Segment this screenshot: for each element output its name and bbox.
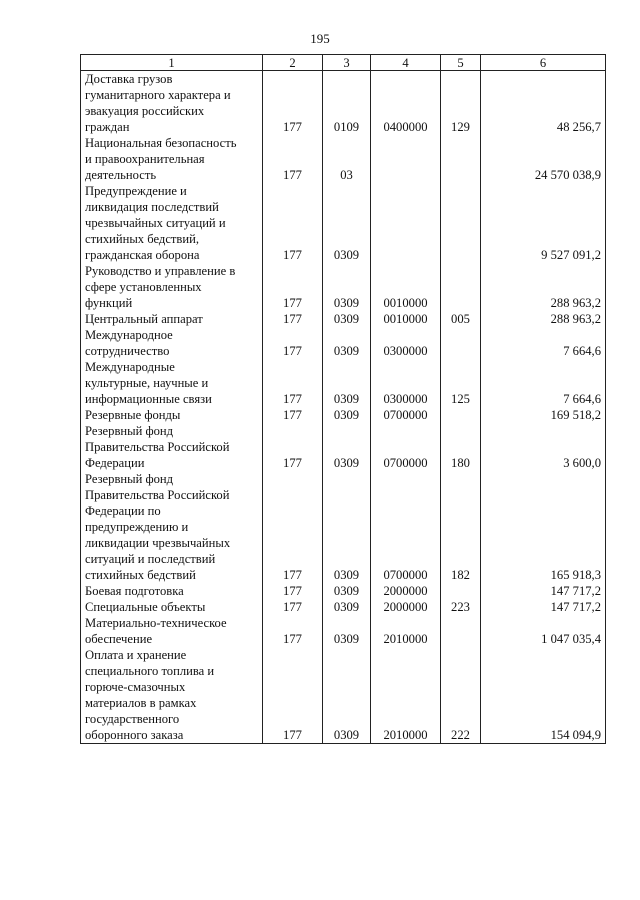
row-section-cell: 0309 — [323, 423, 371, 471]
row-expense-type-cell — [441, 407, 481, 423]
row-expense-type-cell: 129 — [441, 71, 481, 136]
table-row — [81, 311, 606, 327]
row-expense-type-cell — [441, 583, 481, 599]
row-code-cell: 177 — [263, 647, 323, 744]
table-row — [81, 135, 606, 183]
row-amount-cell: 3 600,0 — [481, 423, 606, 471]
row-code-cell: 177 — [263, 183, 323, 263]
row-section-cell: 0309 — [323, 359, 371, 407]
row-target-cell: 2010000 — [371, 615, 441, 647]
row-target-cell: 0700000 — [371, 423, 441, 471]
row-section-cell: 0309 — [323, 311, 371, 327]
row-target-cell: 0700000 — [371, 471, 441, 583]
header-col-1: 1 — [81, 55, 263, 71]
row-code-cell: 177 — [263, 359, 323, 407]
row-section-cell: 0309 — [323, 647, 371, 744]
row-section-cell: 0309 — [323, 183, 371, 263]
row-code-cell: 177 — [263, 135, 323, 183]
table-header — [81, 55, 606, 71]
row-target-cell: 0010000 — [371, 311, 441, 327]
row-amount-cell: 147 717,2 — [481, 599, 606, 615]
row-amount-cell: 24 570 038,9 — [481, 135, 606, 183]
row-expense-type-cell — [441, 183, 481, 263]
row-name-cell: Предупреждение и ликвидация последствий чрезвычайных ситуаций и стихийных бедствий, гражданская оборона — [81, 183, 263, 263]
row-section-cell: 03 — [323, 135, 371, 183]
row-expense-type-cell: 125 — [441, 359, 481, 407]
row-name-cell: Доставка грузов гуманитарного характера и эвакуация российских граждан — [81, 71, 263, 136]
row-section-cell: 0309 — [323, 583, 371, 599]
table-row — [81, 599, 606, 615]
row-name-cell: Руководство и управление в сфере установленных функций — [81, 263, 263, 311]
row-amount-cell: 9 527 091,2 — [481, 183, 606, 263]
row-section-cell: 0309 — [323, 327, 371, 359]
row-name-cell: Резервный фонд Правительства Российской Федерации по предупреждению и ликвидации чрезвычайных ситуаций и последствий стихийных бедствий — [81, 471, 263, 583]
row-name-cell: Национальная безопасность и правоохранительная деятельность — [81, 135, 263, 183]
header-col-2: 2 — [263, 55, 323, 71]
row-section-cell: 0309 — [323, 263, 371, 311]
header-col-6: 6 — [481, 55, 606, 71]
row-amount-cell: 7 664,6 — [481, 359, 606, 407]
header-col-3: 3 — [323, 55, 371, 71]
row-name-cell: Специальные объекты — [81, 599, 263, 615]
row-code-cell: 177 — [263, 423, 323, 471]
row-target-cell — [371, 183, 441, 263]
row-section-cell: 0309 — [323, 599, 371, 615]
row-target-cell — [371, 135, 441, 183]
row-code-cell: 177 — [263, 407, 323, 423]
row-code-cell: 177 — [263, 311, 323, 327]
table-row — [81, 327, 606, 359]
row-target-cell: 2000000 — [371, 599, 441, 615]
table-row — [81, 471, 606, 583]
table-row — [81, 647, 606, 744]
page-number: 195 — [310, 31, 330, 46]
row-code-cell: 177 — [263, 471, 323, 583]
row-section-cell: 0309 — [323, 407, 371, 423]
header-col-4: 4 — [371, 55, 441, 71]
row-amount-cell: 147 717,2 — [481, 583, 606, 599]
row-amount-cell: 288 963,2 — [481, 263, 606, 311]
row-name-cell: Международное сотрудничество — [81, 327, 263, 359]
row-target-cell: 0300000 — [371, 327, 441, 359]
row-expense-type-cell: 222 — [441, 647, 481, 744]
row-amount-cell: 169 518,2 — [481, 407, 606, 423]
row-amount-cell: 288 963,2 — [481, 311, 606, 327]
table-row — [81, 583, 606, 599]
table-row — [81, 263, 606, 311]
table-row — [81, 71, 606, 136]
table-row — [81, 407, 606, 423]
row-expense-type-cell — [441, 135, 481, 183]
row-target-cell: 2000000 — [371, 583, 441, 599]
row-expense-type-cell: 182 — [441, 471, 481, 583]
row-expense-type-cell — [441, 615, 481, 647]
row-code-cell: 177 — [263, 583, 323, 599]
row-name-cell: Резервный фонд Правительства Российской Федерации — [81, 423, 263, 471]
row-target-cell: 0700000 — [371, 407, 441, 423]
row-code-cell: 177 — [263, 263, 323, 311]
row-target-cell: 2010000 — [371, 647, 441, 744]
row-amount-cell: 7 664,6 — [481, 327, 606, 359]
row-code-cell: 177 — [263, 71, 323, 136]
row-expense-type-cell — [441, 327, 481, 359]
row-expense-type-cell: 180 — [441, 423, 481, 471]
row-expense-type-cell: 223 — [441, 599, 481, 615]
row-target-cell: 0300000 — [371, 359, 441, 407]
row-code-cell: 177 — [263, 327, 323, 359]
row-section-cell: 0309 — [323, 615, 371, 647]
row-name-cell: Резервные фонды — [81, 407, 263, 423]
row-name-cell: Оплата и хранение специального топлива и горюче-смазочных материалов в рамках государственного оборонного заказа — [81, 647, 263, 744]
row-code-cell: 177 — [263, 599, 323, 615]
table-row — [81, 359, 606, 407]
row-amount-cell: 1 047 035,4 — [481, 615, 606, 647]
row-expense-type-cell: 005 — [441, 311, 481, 327]
row-name-cell: Материально-техническое обеспечение — [81, 615, 263, 647]
row-section-cell: 0109 — [323, 71, 371, 136]
row-amount-cell: 48 256,7 — [481, 71, 606, 136]
row-name-cell: Центральный аппарат — [81, 311, 263, 327]
row-code-cell: 177 — [263, 615, 323, 647]
row-name-cell: Боевая подготовка — [81, 583, 263, 599]
table-row — [81, 423, 606, 471]
header-col-5: 5 — [441, 55, 481, 71]
row-amount-cell: 165 918,3 — [481, 471, 606, 583]
row-expense-type-cell — [441, 263, 481, 311]
budget-table — [80, 54, 606, 744]
table-row — [81, 183, 606, 263]
row-amount-cell: 154 094,9 — [481, 647, 606, 744]
row-target-cell: 0010000 — [371, 263, 441, 311]
table-body — [81, 71, 606, 744]
table-row — [81, 615, 606, 647]
row-name-cell: Международные культурные, научные и информационные связи — [81, 359, 263, 407]
row-target-cell: 0400000 — [371, 71, 441, 136]
row-section-cell: 0309 — [323, 471, 371, 583]
